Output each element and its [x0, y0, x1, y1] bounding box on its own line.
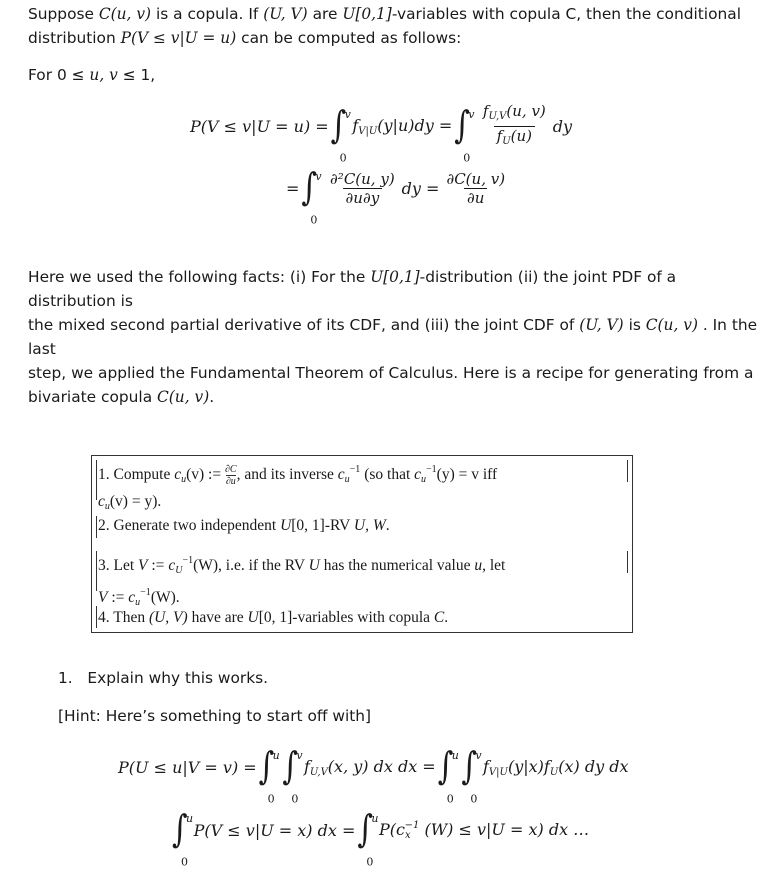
copula-recipe-box	[91, 455, 633, 633]
integral-sign: ∫ v 0	[301, 165, 322, 227]
integral-sign: ∫ u 0	[172, 807, 194, 869]
integral-sign: ∫ v 0	[330, 103, 351, 165]
integral-sign: ∫ v 0	[454, 103, 475, 165]
integral-sign: ∫ u 0	[258, 744, 280, 806]
conditional-distribution-equation: P(V ≤ v|U = u) = ∫ v 0 $f_{V|U}(y|u)dy$ = ∫ v 0 $\frac{f_{U,V}(u, v)}{f_U(u)}$ dy	[190, 101, 573, 165]
integral-sign: ∫ u 0	[437, 744, 459, 806]
hint-equation-1: P(U ≤ u|V = v) = ∫ u 0 ∫ v 0 $f_{U,V}(x$, y) dx dx = ∫ u 0 ∫ v 0 $f_{V|U}(y|x)f_U(x)$ dy dx	[118, 744, 629, 806]
first-partial-fraction: $\frac{\partial C(u, v)}{\partial u}$	[446, 169, 506, 207]
intro-paragraph: Suppose C(u, v) is a copula. If (U, V) are U[0,1]-variables with copula C, then the conditional distribution P(V ≤ v|U = u) can be computed as follows:	[28, 5, 741, 47]
facts-paragraph: Here we used the following facts: (i) For the U[0,1]-distribution (ii) the joint PDF of a distribution is the mixed second partial derivative of its CDF, and (iii) the joint CDF of (U, V) is C(u, v) . In the last step, we applied the Fundamental Theorem of Calculus. Here is a recipe for generating from a bivariate copula C(u, v).	[28, 268, 758, 406]
integral-sign: ∫ v 0	[461, 744, 482, 806]
recipe-step-4: 4. Then (U, V) have are U[0, 1]-variables with copula C.	[98, 609, 449, 626]
recipe-step-3: 3. Let V := $c_U^{-1}(W)$, i.e. if the RV U has the numerical value u, let V := $c_u^{-1}(W)$.	[98, 555, 506, 608]
hint-line: [Hint: Here’s something to start off with]	[58, 707, 372, 725]
partial-derivative-equation: = ∫ v 0 $\frac{\text{∂²C(u, y)}}{\partial u\partial y}$ dy = $\frac{\partial C(u, v)}{\partial u}$	[286, 166, 512, 210]
hint-equation-2: ∫ u 0 P(V ≤ v|U = x) dx = ∫ u 0 $P(c_x^{-1}$ (W) ≤ v|U = x) dx …	[172, 807, 590, 869]
mixed-partial-fraction: $\frac{\text{∂²C(u, y)}}{\partial u\partial y}$	[330, 169, 395, 207]
integral-sign: ∫ u 0	[357, 807, 379, 869]
question-item: 1. Explain why this works.	[58, 669, 269, 687]
for-range-line: For 0 ≤ u, v ≤ 1,	[28, 66, 156, 84]
density-ratio-fraction: $\frac{f_{U,V}(u, v)}{f_U(u)}$	[480, 102, 549, 151]
integral-sign: ∫ v 0	[282, 744, 303, 806]
recipe-step-2: 2. Generate two independent U[0, 1]-RV U, W.	[98, 517, 390, 534]
recipe-step-1: 1. Compute $c_u(v)$ := $\frac{\partial C}{\partial u}$ , and its inverse $c_u^{-1}$ (so that $c_u^{-1}(y) = v$ iff $c_u(v) = y$).	[98, 463, 498, 512]
